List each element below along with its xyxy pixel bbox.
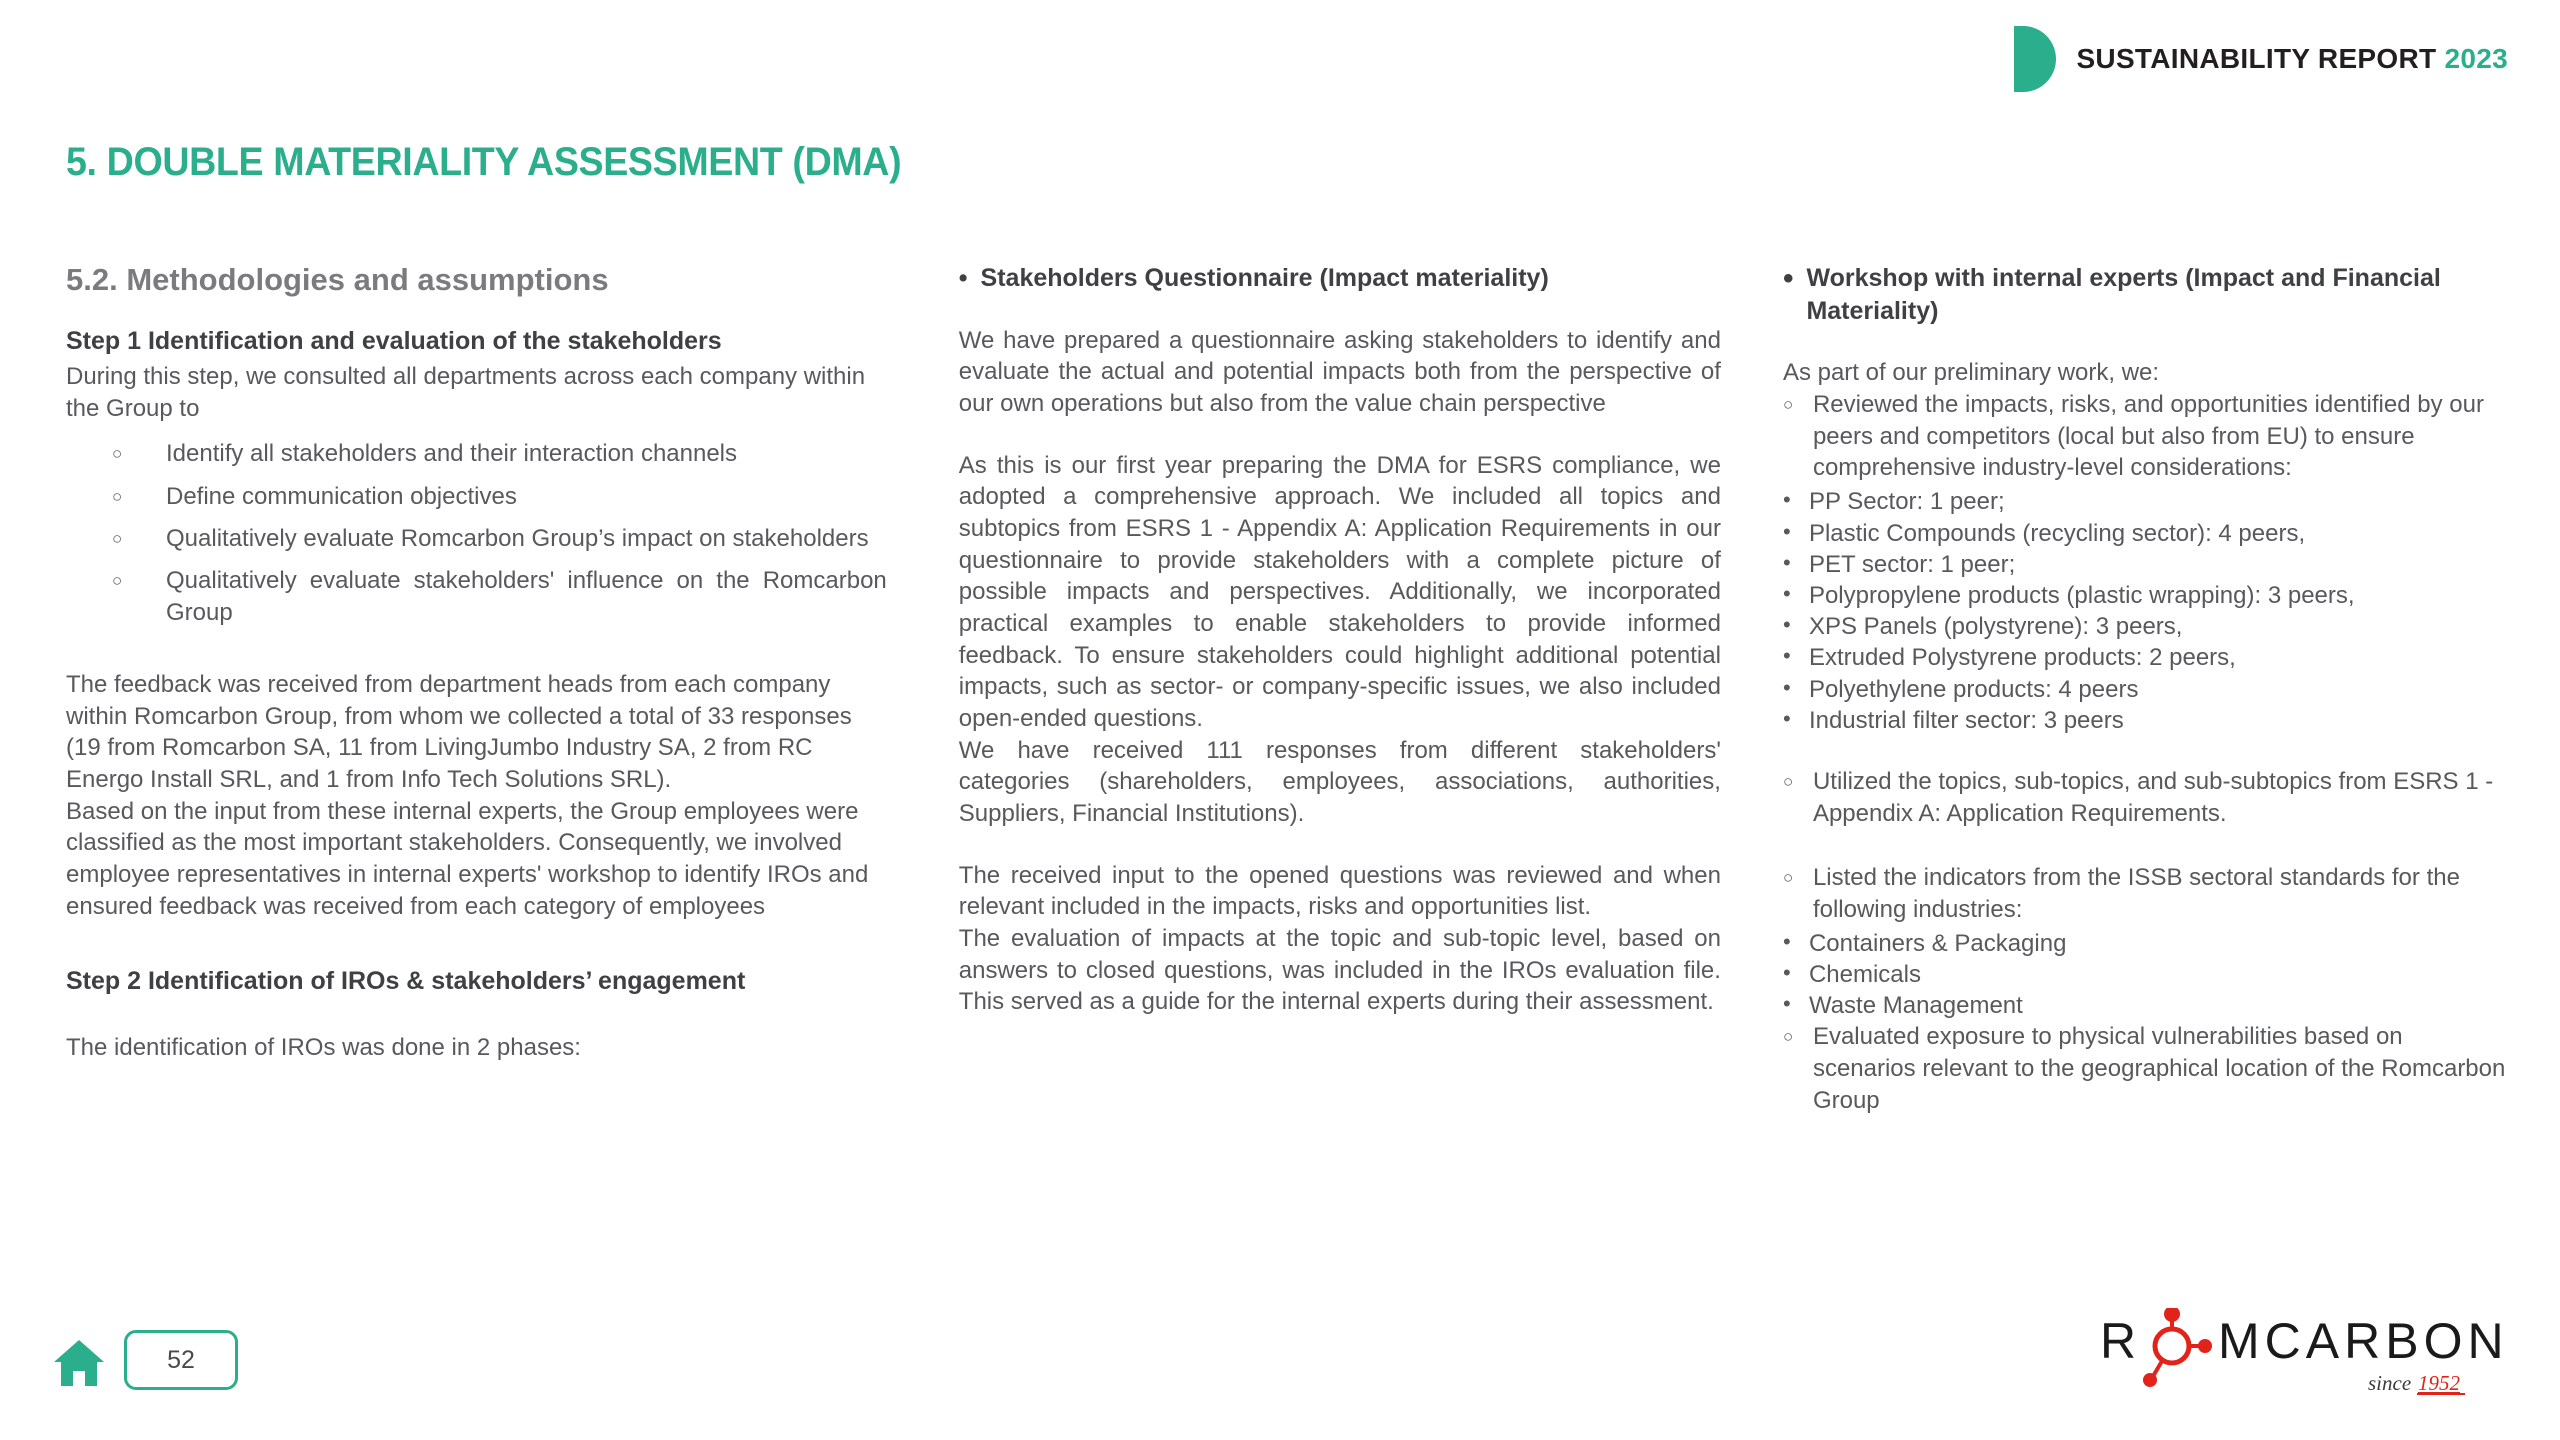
home-icon[interactable] (52, 1338, 106, 1388)
list-item-label: Utilized the topics, sub-topics, and sub-subtopics from ESRS 1 - Appendix A: Application Requirements. (1812, 767, 2494, 827)
list-item-label: Extruded Polystyrene products: 2 peers, (1808, 644, 2236, 672)
workshop-steps-list-4 (1783, 1021, 2506, 1117)
list-item (1783, 549, 2506, 580)
list-item-label: Define communication objectives (166, 482, 517, 510)
list-item-label: Polyethylene products: 4 peers (1808, 675, 2139, 703)
spacer (66, 922, 887, 966)
spacer (959, 420, 1721, 450)
report-year: 2023 (2444, 43, 2508, 74)
list-item-label: Listed the indicators from the ISSB sectoral standards for the following industries: (1812, 863, 2460, 923)
dot-marker-icon: • (1782, 580, 1791, 606)
list-item-label: PET sector: 1 peer; (1808, 550, 2016, 578)
step2-intro: The identification of IROs was done in 2 phases: (66, 1033, 581, 1061)
list-item (1783, 486, 2506, 517)
list-item-label: Reviewed the impacts, risks, and opportunities identified by our peers and competitors (local but also from EU) to ensure comprehensive industry-level considerations: (1812, 390, 2484, 482)
list-item (1783, 611, 2506, 642)
circle-marker-icon: ○ (1782, 867, 1794, 887)
list-item (1783, 580, 2506, 611)
circle-marker-icon: ○ (112, 571, 123, 591)
spacer (66, 1002, 887, 1032)
list-item (66, 438, 887, 470)
circle-marker-icon: ○ (1782, 771, 1794, 791)
list-item (66, 481, 887, 513)
spacer (1783, 832, 2506, 862)
dot-marker-icon: • (1782, 928, 1791, 954)
list-item (66, 523, 887, 555)
page-number: 52 (167, 1345, 195, 1374)
mid-paragraph-2: As this is our first year preparing the DMA for ESRS compliance, we adopted a comprehensive approach. We included all topics and subtopics from ESRS 1 - Appendix A: Application Requirements in our questionnaire to provide stakeholders with a complete picture of possible impacts and perspectives. Additionally, we incorporated practical examples to enable stakeholders to provide informed feedback. To ensure stakeholders could highlight additional potential impacts, such as sector- or company-specific issues, we also included open-ended questions. (958, 451, 1721, 732)
list-item (1783, 959, 2506, 990)
right-column (1783, 262, 2506, 1119)
spacer (1783, 327, 2506, 357)
list-item-label: Industrial filter sector: 3 peers (1808, 706, 2124, 734)
svg-text:R: R (2100, 1313, 2139, 1369)
workshop-steps-list-2 (1783, 766, 2506, 830)
list-item-label: Plastic Compounds (recycling sector): 4 peers, (1808, 519, 2306, 547)
list-item-label: Evaluated exposure to physical vulnerabilities based on scenarios relevant to the geographical location of the Romcarbon Group (1812, 1023, 2506, 1114)
report-header-title (2076, 43, 2508, 75)
dot-marker-icon: • (1782, 643, 1791, 669)
list-item (1783, 928, 2506, 959)
step1-items-list (66, 438, 887, 629)
peer-sectors-list (1783, 486, 2506, 736)
list-item-label: Waste Management (1808, 991, 2023, 1019)
spacer (1783, 736, 2506, 766)
bullet-icon: • (958, 264, 968, 292)
content-columns (66, 262, 2506, 1119)
workshop-heading (1783, 262, 2506, 327)
list-item-label: Identify all stakeholders and their interaction channels (166, 440, 738, 468)
circle-marker-icon: ○ (112, 528, 123, 548)
mid-paragraph-5: The evaluation of impacts at the topic and sub-topic level, based on answers to closed questions, was included in the IROs evaluation file. This served as a guide for the internal experts during their assessment. (958, 924, 1721, 1016)
mid-paragraph-1: We have prepared a questionnaire asking stakeholders to identify and evaluate the actual and potential impacts both from the perspective of our own operations but also from the value chain perspective (958, 326, 1721, 417)
list-item-label: Polypropylene products (plastic wrapping): 3 peers, (1808, 581, 2355, 609)
step2-heading: Step 2 Identification of IROs & stakeholders’ engagement (66, 967, 746, 996)
middle-column (959, 262, 1721, 1018)
circle-marker-icon: ○ (112, 486, 123, 506)
list-item-label: Qualitatively evaluate stakeholders' influence on the Romcarbon Group (166, 567, 887, 627)
list-item (1783, 766, 2506, 830)
stakeholders-questionnaire-heading (959, 262, 1721, 295)
heading-label: Stakeholders Questionnaire (Impact materiality) (980, 264, 1549, 292)
list-item-label: Chemicals (1808, 960, 1921, 988)
circle-marker-icon: ○ (1782, 394, 1794, 414)
spacer (66, 639, 887, 669)
list-item-label: PP Sector: 1 peer; (1808, 488, 2005, 516)
dot-marker-icon: • (1782, 674, 1791, 700)
heading-label: Workshop with internal experts (Impact and Financial Materiality) (1806, 264, 2441, 325)
svg-text:1952: 1952 (2418, 1371, 2460, 1395)
circle-marker-icon: ○ (1782, 1027, 1794, 1047)
dot-marker-icon: • (1782, 612, 1791, 638)
svg-text:since: since (2368, 1371, 2412, 1395)
circle-marker-icon: ○ (112, 444, 123, 464)
workshop-steps-list-3 (1783, 862, 2506, 926)
list-item (1783, 518, 2506, 549)
page-title: 5. DOUBLE MATERIALITY ASSESSMENT (DMA) (66, 140, 902, 184)
spacer (66, 424, 887, 438)
romcarbon-logo (2100, 1308, 2500, 1404)
report-header (2014, 26, 2508, 92)
section-heading-methodologies: 5.2. Methodologies and assumptions (66, 262, 609, 297)
mid-paragraph-4: The received input to the opened questions was reviewed and when relevant included in the impacts, risks and opportunities list. (958, 861, 1721, 921)
dot-marker-icon: • (1782, 518, 1791, 544)
left-column (66, 262, 887, 1063)
list-item (1783, 990, 2506, 1021)
list-item (66, 565, 887, 629)
list-item-label: Containers & Packaging (1808, 929, 2067, 957)
report-label: SUSTAINABILITY REPORT (2076, 43, 2437, 74)
page-number-badge (124, 1330, 238, 1390)
dot-marker-icon: • (1782, 487, 1791, 513)
list-item-label: Qualitatively evaluate Romcarbon Group’s impact on stakeholders (166, 524, 869, 552)
dot-marker-icon: • (1782, 959, 1791, 985)
list-item (1783, 862, 2506, 926)
paragraph-feedback: The feedback was received from department heads from each company within Romcarbon Group, from whom we collected a total of 33 responses (19 from Romcarbon SA, 11 from LivingJumbo Industry SA, 2 from RC Energo Install SRL, and 1 from Info Tech Solutions SRL). (66, 670, 852, 793)
industries-list (1783, 928, 2506, 1022)
list-item (1783, 1021, 2506, 1117)
step1-heading: Step 1 Identification and evaluation of the stakeholders (66, 326, 722, 355)
workshop-steps-list (1783, 389, 2506, 485)
bullet-icon: • (1782, 262, 1794, 295)
dot-marker-icon: • (1782, 549, 1791, 575)
list-item (1783, 705, 2506, 736)
list-item-label: XPS Panels (polystyrene): 3 peers, (1808, 613, 2183, 641)
dot-marker-icon: • (1782, 990, 1791, 1016)
mid-paragraph-3: We have received 111 responses from different stakeholders' categories (shareholders, employees, associations, authorities, Suppliers, Financial Institutions). (958, 736, 1721, 827)
spacer (959, 295, 1721, 325)
right-intro: As part of our preliminary work, we: (1782, 359, 2160, 386)
list-item (1783, 642, 2506, 673)
brand-half-circle-icon (2014, 26, 2056, 92)
dot-marker-icon: • (1782, 705, 1791, 731)
svg-text:MCARBON: MCARBON (2218, 1313, 2500, 1369)
paragraph-based-on-input: Based on the input from these internal experts, the Group employees were classified as the most important stakeholders. Consequently, we involved employee representatives in internal experts' workshop to identify IROs and ensured feedback was received from each category of employees (66, 797, 869, 920)
spacer (959, 830, 1721, 860)
step1-intro: During this step, we consulted all departments across each company within the Group to (66, 362, 866, 422)
list-item (1783, 674, 2506, 705)
list-item (1783, 389, 2506, 485)
